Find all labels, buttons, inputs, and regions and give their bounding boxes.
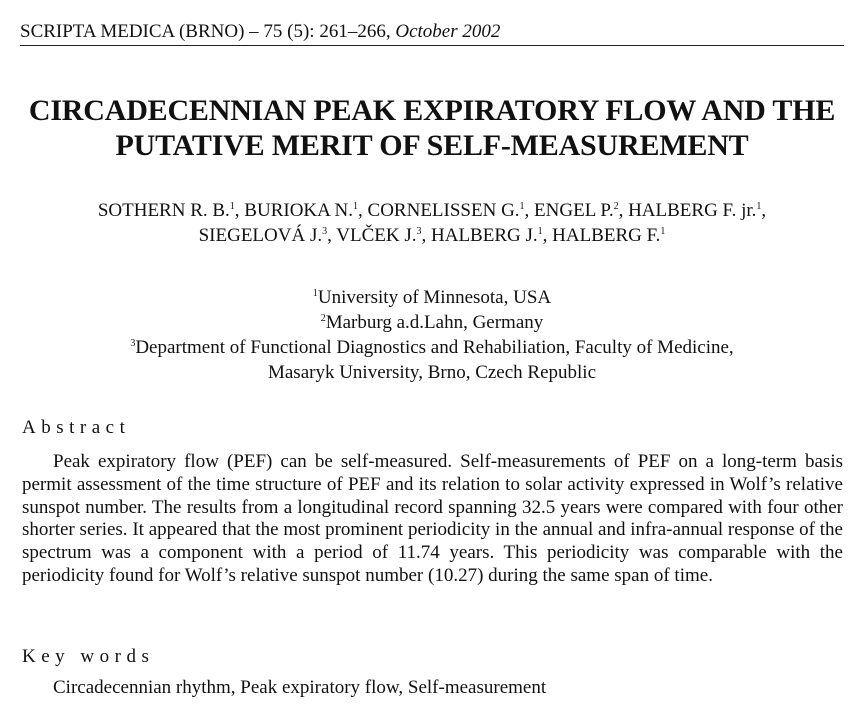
- author-affiliation-mark: 3: [416, 226, 422, 237]
- affiliation-text: University of Minnesota, USA: [317, 287, 552, 308]
- author-name: CORNELISSEN G.: [367, 200, 520, 221]
- affiliation-text: Marburg a.d.Lahn, Germany: [325, 312, 544, 333]
- author-affiliation-mark: 2: [613, 201, 619, 212]
- author-affiliation-mark: 1: [756, 201, 762, 212]
- author-line-1: SOTHERN R. B.$^1$, BURIOKA N.$^1$, CORNELISSEN G.$^1$, ENGEL P.$^2$, HALBERG F. jr.$^1$,: [97, 200, 767, 221]
- author-name: BURIOKA N.: [244, 200, 354, 221]
- author-name: SIEGELOVÁ J.: [198, 225, 323, 246]
- affiliation-3: [0, 335, 864, 360]
- affiliation-mark: 3: [130, 338, 136, 349]
- affiliation-list: [0, 285, 864, 385]
- paper-title: [0, 93, 864, 163]
- author-name: HALBERG F.: [552, 225, 661, 246]
- author-list: [0, 198, 864, 248]
- author-line-2: SIEGELOVÁ J.$^3$, VLČEK J.$^3$, HALBERG J.$^1$, HALBERG F.$^1$: [198, 225, 666, 246]
- journal-citation: SCRIPTA MEDICA (BRNO) – 75 (5): 261–266,: [20, 21, 396, 42]
- author-affiliation-mark: 1: [537, 226, 543, 237]
- author-name: VLČEK J.: [336, 225, 417, 246]
- affiliation-text: Department of Functional Diagnostics and Rehabiliation, Faculty of Medicine,: [135, 337, 734, 358]
- affiliation-2: [0, 310, 864, 335]
- affiliation-mark: 2: [320, 313, 326, 324]
- journal-header: [20, 19, 844, 46]
- publication-date: October 2002: [395, 21, 501, 42]
- title-line-1: CIRCADECENNIAN PEAK EXPIRATORY FLOW AND THE: [28, 94, 836, 127]
- author-name: SOTHERN R. B.: [97, 200, 230, 221]
- author-name: ENGEL P.: [534, 200, 614, 221]
- abstract-heading: Abstract: [22, 417, 131, 438]
- affiliation-1: [0, 285, 864, 310]
- abstract-text: Peak expiratory flow (PEF) can be self-measured. Self-measurements of PEF on a long-term basis permit assessment of the time structure of PEF and its relation to solar activity expressed in Wolf’s relative sunspot number. The results from a longitudinal record spanning 32.5 years were compared with four other shorter series. It appeared that the most prominent periodicity in the annual and infra-annual response of the spectrum was a component with a period of 11.74 years. This periodicity was comparable with the periodicity found for Wolf’s relative sunspot number (10.27) during the same span of time.: [22, 451, 843, 586]
- author-name: HALBERG J.: [431, 225, 538, 246]
- keywords-text: Circadecennian rhythm, Peak expiratory flow, Self-measurement: [53, 677, 547, 698]
- author-affiliation-mark: 1: [229, 201, 235, 212]
- affiliation-mark: 1: [312, 288, 318, 299]
- keywords-heading: Key words: [22, 646, 155, 667]
- author-affiliation-mark: 1: [660, 226, 666, 237]
- author-affiliation-mark: 1: [519, 201, 525, 212]
- author-name: HALBERG F. jr.: [628, 200, 757, 221]
- affiliation-3-continued: [0, 360, 864, 385]
- author-affiliation-mark: 3: [322, 226, 328, 237]
- affiliation-text: Masaryk University, Brno, Czech Republic: [267, 362, 597, 383]
- author-affiliation-mark: 1: [353, 201, 359, 212]
- title-line-2: PUTATIVE MERIT OF SELF-MEASUREMENT: [115, 129, 749, 162]
